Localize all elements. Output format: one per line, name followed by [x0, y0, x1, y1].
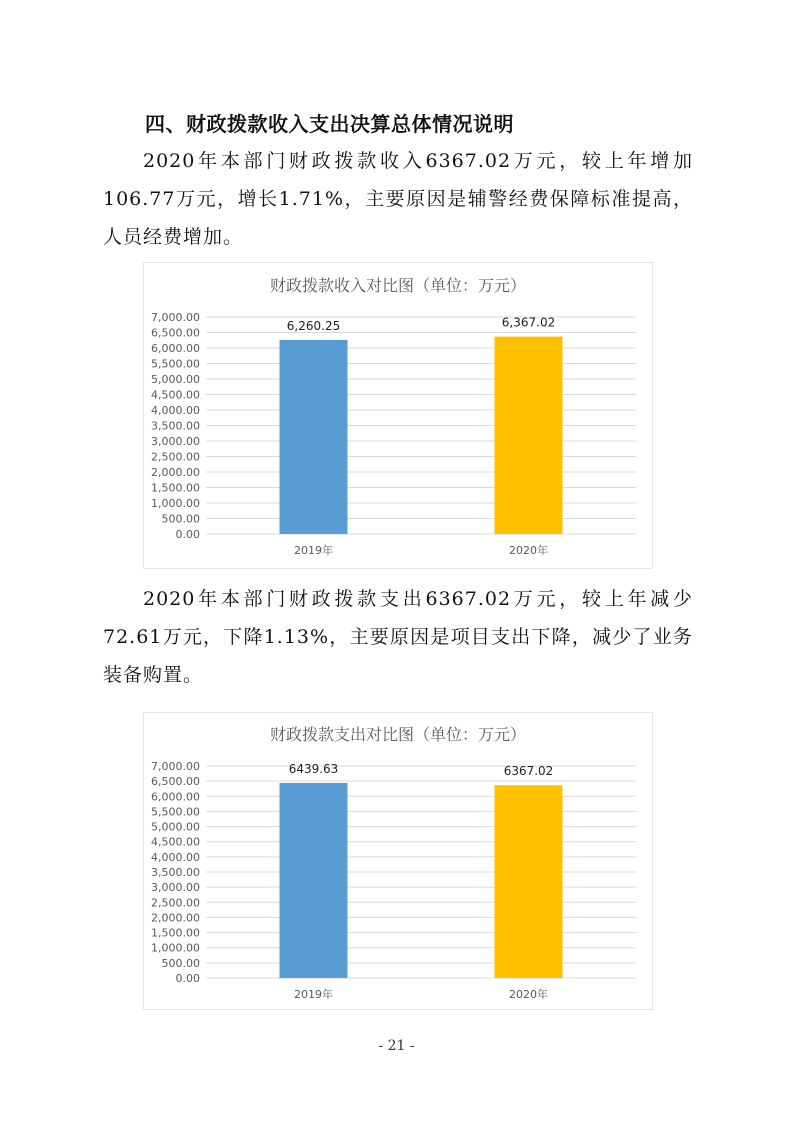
bar-2019 — [280, 340, 348, 534]
data-label: 6367.02 — [503, 764, 554, 779]
y-tick-label: 6,500.00 — [151, 775, 200, 789]
chart-title: 财政拨款收入对比图（单位：万元） — [269, 276, 527, 295]
y-tick-label: 1,000.00 — [151, 497, 200, 510]
section-heading: 四、财政拨款收入支出决算总体情况说明 — [145, 112, 514, 136]
y-tick-label: 500.00 — [161, 512, 200, 526]
y-tick-label: 0.00 — [175, 972, 200, 985]
y-tick-label: 1,500.00 — [151, 926, 200, 940]
bar-2020 — [495, 785, 563, 978]
chart-title: 财政拨款支出对比图（单位：万元） — [269, 725, 527, 744]
y-tick-label: 1,000.00 — [151, 941, 200, 955]
y-tick-label: 4,000.00 — [151, 850, 200, 864]
page-number: - 21 - — [378, 1038, 415, 1054]
y-tick-label: 6,000.00 — [151, 790, 200, 804]
y-tick-label: 7,000.00 — [151, 311, 200, 324]
income-chart-svg — [144, 263, 652, 568]
y-tick-label: 500.00 — [161, 956, 200, 970]
y-tick-label: 2,000.00 — [151, 911, 200, 925]
y-tick-label: 5,000.00 — [151, 820, 200, 834]
y-tick-label: 3,500.00 — [151, 866, 200, 879]
data-label: 6,260.25 — [286, 318, 341, 333]
y-tick-label: 7,000.00 — [151, 760, 200, 773]
y-tick-label: 3,500.00 — [151, 419, 200, 433]
y-tick-label: 3,000.00 — [151, 881, 200, 895]
data-label: 6439.63 — [288, 761, 339, 776]
y-tick-label: 2,000.00 — [151, 466, 200, 479]
y-tick-label: 5,000.00 — [151, 373, 200, 386]
category-label: 2019年 — [294, 544, 333, 557]
expenditure-chart — [143, 712, 653, 1010]
y-tick-label: 4,500.00 — [151, 835, 200, 849]
y-tick-label: 2,500.00 — [151, 896, 200, 910]
y-tick-label: 0.00 — [175, 528, 200, 541]
y-tick-label: 1,500.00 — [151, 481, 200, 495]
category-label: 2020年 — [509, 544, 548, 557]
expenditure-chart-svg — [144, 713, 652, 1009]
income-paragraph: 2020年本部门财政拨款收入6367.02万元，较上年增加106.77万元，增长1.71%，主要原因是辅警经费保障标准提高，人员经费增加。 — [103, 150, 693, 248]
bar-2019 — [280, 783, 348, 978]
y-tick-label: 5,500.00 — [151, 357, 200, 371]
y-tick-label: 4,000.00 — [151, 404, 200, 417]
y-tick-label: 2,500.00 — [151, 450, 200, 464]
y-tick-label: 4,500.00 — [151, 388, 200, 402]
income-chart — [143, 262, 653, 569]
expenditure-paragraph: 2020年本部门财政拨款支出6367.02万元，较上年减少72.61万元，下降1.13%，主要原因是项目支出下降，减少了业务装备购置。 — [103, 588, 693, 686]
category-label: 2020年 — [509, 988, 548, 1001]
y-tick-label: 6,000.00 — [151, 342, 200, 355]
y-tick-label: 3,000.00 — [151, 435, 200, 448]
y-tick-label: 6,500.00 — [151, 326, 200, 340]
bar-2020 — [495, 337, 563, 534]
data-label: 6,367.02 — [501, 315, 556, 330]
y-tick-label: 5,500.00 — [151, 805, 200, 819]
category-label: 2019年 — [294, 988, 333, 1001]
